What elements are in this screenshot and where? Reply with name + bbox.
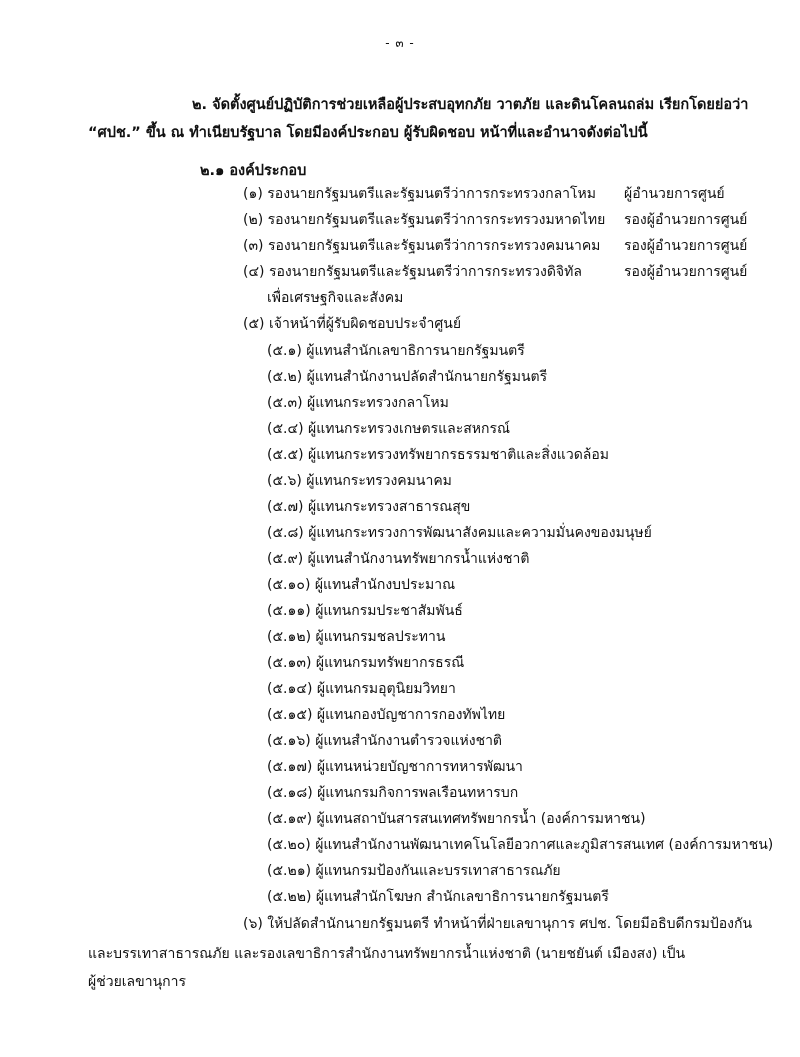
sub-item-5-21: (๕.๒๑) ผู้แทนกรมป้องกันและบรรเทาสาธารณภัย: [267, 863, 561, 879]
sub-item-5-12: (๕.๑๒) ผู้แทนกรมชลประทาน: [267, 629, 446, 645]
member-4: (๔) รองนายกรัฐมนตรีและรัฐมนตรีว่าการกระทรวงดิจิทัล: [243, 264, 582, 280]
member-1-role: ผู้อำนวยการศูนย์: [624, 186, 725, 202]
member-3-role: รองผู้อำนวยการศูนย์: [624, 238, 748, 254]
sub-item-5-11: (๕.๑๑) ผู้แทนกรมประชาสัมพันธ์: [267, 603, 463, 619]
item-6-line1: (๖) ให้ปลัดสำนักนายกรัฐมนตรี ทำหน้าที่ฝ่ายเลขานุการ ศปช. โดยมีอธิบดีกรมป้องกัน: [243, 916, 753, 932]
sub-item-5-13: (๕.๑๓) ผู้แทนกรมทรัพยากรธรณี: [267, 655, 465, 671]
sub-item-5-6: (๕.๖) ผู้แทนกระทรวงคมนาคม: [267, 473, 452, 489]
member-5: (๕) เจ้าหน้าที่ผู้รับผิดชอบประจำศูนย์: [243, 316, 462, 332]
sub-item-5-2: (๕.๒) ผู้แทนสำนักงานปลัดสำนักนายกรัฐมนตรี: [267, 369, 548, 385]
sub-item-5-17: (๕.๑๗) ผู้แทนหน่วยบัญชาการทหารพัฒนา: [267, 759, 523, 775]
member-2: (๒) รองนายกรัฐมนตรีและรัฐมนตรีว่าการกระทรวงมหาดไทย: [243, 212, 606, 228]
member-2-role: รองผู้อำนวยการศูนย์: [624, 212, 748, 228]
sub-item-5-4: (๕.๔) ผู้แทนกระทรวงเกษตรและสหกรณ์: [267, 421, 510, 437]
sub-item-5-16: (๕.๑๖) ผู้แทนสำนักงานตำรวจแห่งชาติ: [267, 733, 503, 749]
sub-item-5-15: (๕.๑๕) ผู้แทนกองบัญชาการกองทัพไทย: [267, 707, 506, 723]
page-number: - ๓ -: [385, 36, 415, 50]
sub-item-5-5: (๕.๕) ผู้แทนกระทรวงทรัพยากรธรรมชาติและสิ่งแวดล้อม: [267, 447, 610, 463]
member-1: (๑) รองนายกรัฐมนตรีและรัฐมนตรีว่าการกระทรวงกลาโหม: [243, 186, 597, 202]
sub-item-5-7: (๕.๗) ผู้แทนกระทรวงสาธารณสุข: [267, 499, 471, 515]
sub-item-5-10: (๕.๑๐) ผู้แทนสำนักงบประมาณ: [267, 577, 456, 593]
sub-item-5-14: (๕.๑๔) ผู้แทนกรมอุตุนิยมวิทยา: [267, 681, 456, 697]
item-6-line3: ผู้ช่วยเลขานุการ: [88, 974, 186, 990]
section-heading-line1: ๒. จัดตั้งศูนย์ปฏิบัติการช่วยเหลือผู้ประสบอุทกภัย วาตภัย และดินโคลนถล่ม เรียกโดยย่อว่า: [192, 97, 749, 113]
sub-item-5-19: (๕.๑๙) ผู้แทนสถาบันสารสนเทศทรัพยากรน้ำ (องค์การมหาชน): [267, 811, 646, 827]
sub-item-5-22: (๕.๒๒) ผู้แทนสำนักโฆษก สำนักเลขาธิการนายกรัฐมนตรี: [267, 889, 609, 905]
sub-item-5-1: (๕.๑) ผู้แทนสำนักเลขาธิการนายกรัฐมนตรี: [267, 343, 525, 359]
item-6-line2: และบรรเทาสาธารณภัย และรองเลขาธิการสำนักงานทรัพยากรน้ำแห่งชาติ (นายชยันต์ เมืองสง) เป็น: [88, 946, 686, 962]
sub-item-5-18: (๕.๑๘) ผู้แทนกรมกิจการพลเรือนทหารบก: [267, 785, 519, 801]
sub-item-5-8: (๕.๘) ผู้แทนกระทรวงการพัฒนาสังคมและความมั่นคงของมนุษย์: [267, 525, 652, 541]
subsection-title: ๒.๑ องค์ประกอบ: [200, 163, 307, 179]
member-4-role: รองผู้อำนวยการศูนย์: [624, 264, 748, 280]
section-heading-line2: “ศปช.” ขึ้น ณ ทำเนียบรัฐบาล โดยมีองค์ประกอบ ผู้รับผิดชอบ หน้าที่และอำนาจดังต่อไปนี้: [88, 125, 648, 141]
sub-item-5-9: (๕.๙) ผู้แทนสำนักงานทรัพยากรน้ำแห่งชาติ: [267, 551, 530, 567]
sub-item-5-20: (๕.๒๐) ผู้แทนสำนักงานพัฒนาเทคโนโลยีอวกาศและภูมิสารสนเทศ (องค์การมหาชน): [267, 837, 774, 853]
member-3: (๓) รองนายกรัฐมนตรีและรัฐมนตรีว่าการกระทรวงคมนาคม: [243, 238, 601, 254]
member-4-continuation: เพื่อเศรษฐกิจและสังคม: [267, 290, 404, 306]
sub-item-5-3: (๕.๓) ผู้แทนกระทรวงกลาโหม: [267, 395, 449, 411]
